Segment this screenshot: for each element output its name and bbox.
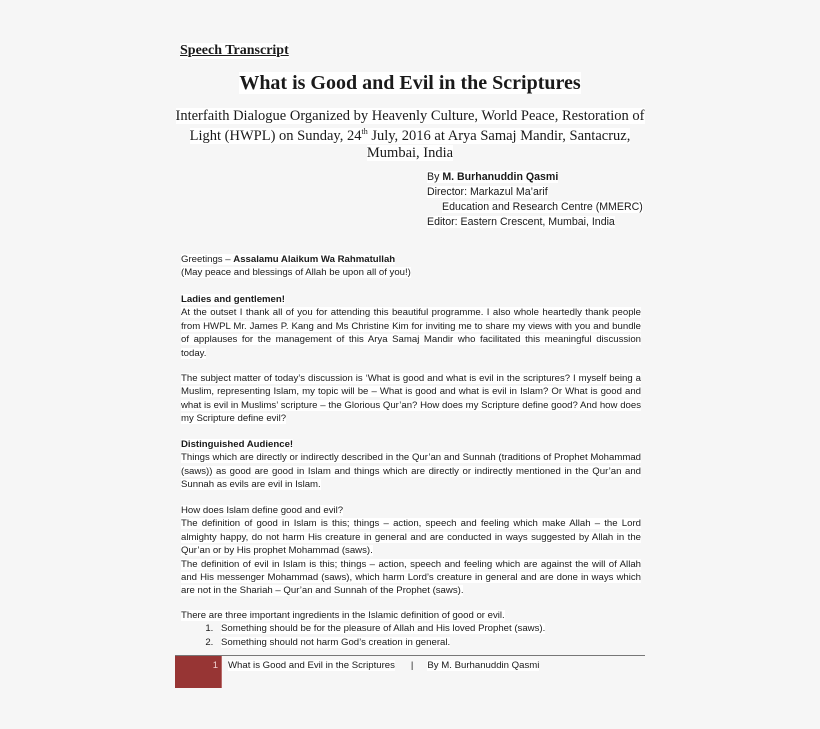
footer-text <box>228 660 539 671</box>
ingredients-list <box>181 622 641 649</box>
distinguished-paragraph: Things which are directly or indirectly described in the Qur’an and Sunnah (traditions of Prophet Mohammad (saws)) as good are good in Islam and things which are directly or indirectly mentioned in the Qur’an and Sunnah as evils are evil in Islam. <box>181 452 641 491</box>
list-item <box>216 622 641 635</box>
greetings-translation: (May peace and blessings of Allah be upon all of you!) <box>181 267 411 279</box>
subtitle-line-2-pre: Light (HWPL) on Sunday, 24 <box>189 128 362 145</box>
footer-separator: | <box>410 660 414 671</box>
title-text: What is Good and Evil in the Scriptures <box>239 72 581 94</box>
subtitle-line-1: Interfaith Dialogue Organized by Heavenly Culture, World Peace, Restoration of <box>175 108 645 124</box>
ladies-section <box>181 293 641 360</box>
list-item <box>216 636 641 649</box>
definition-question: How does Islam define good and evil? <box>181 505 344 516</box>
greetings-section <box>181 253 641 280</box>
subject-paragraph: The subject matter of today’s discussion is ‘What is good and what is evil in the scriptures? I myself being a Muslim, representing Islam, my topic will be – What is good and what is evil in Islam? Or What is good and what is evil in Muslims’ scripture – the Glorious Qur’an? How does my Scripture define good? And how does my Scripture define evil? <box>181 373 641 425</box>
document-title <box>170 72 650 95</box>
page-box-divider <box>221 656 222 688</box>
list-item-text: Something should not harm God’s creation in general. <box>221 636 451 648</box>
greetings-prefix: Greetings – <box>181 254 234 265</box>
subtitle-line-2 <box>190 128 631 144</box>
author-director: Director: Markazul Ma’arif <box>427 186 548 198</box>
ingredients-intro: There are three important ingredients in the Islamic definition of good or evil. <box>181 610 505 621</box>
distinguished-section <box>181 438 641 492</box>
author-name: M. Burhanuddin Qasmi <box>442 171 559 183</box>
ladies-paragraph: At the outset I thank all of you for attending this beautiful programme. I also whole heartedly thank people from HWPL Mr. James P. Kang and Ms Christine Kim for inviting me to share my views with you and bundle of applauses for the management of this Arya Samaj Mandir who facilitated this meaningful discussion today. <box>181 307 641 359</box>
subtitle-line-3: Mumbai, India <box>366 144 454 161</box>
page-number: 1 <box>212 660 218 671</box>
definition-evil: The definition of evil in Islam is this; things – action, speech and feeling which are against the will of Allah and His messenger Mohammad (saws), which harm Lord’s creature in general and are done in ways which are not in the Shariah – Qur’an and Sunnah of the Prophet (saws). <box>181 558 641 597</box>
distinguished-heading: Distinguished Audience! <box>181 439 294 450</box>
by-prefix: By <box>427 171 443 183</box>
list-item-text: Something should be for the pleasure of Allah and His loved Prophet (saws). <box>221 623 546 635</box>
document-subtitle <box>170 108 650 161</box>
footer-author: By M. Burhanuddin Qasmi <box>427 660 540 671</box>
subject-section <box>181 372 641 426</box>
ordinal-suffix: th <box>361 127 368 137</box>
ladies-heading: Ladies and gentlemen! <box>181 294 285 305</box>
subtitle-line-2-post: July, 2016 at Arya Samaj Mandir, Santacruz, <box>367 128 631 145</box>
definition-section <box>181 504 641 598</box>
author-byline <box>427 170 643 230</box>
greetings-salutation: Assalamu Alaikum Wa Rahmatullah <box>233 254 396 265</box>
footer-title: What is Good and Evil in the Scriptures <box>228 660 395 671</box>
page-number-box <box>175 656 222 688</box>
author-editor: Editor: Eastern Crescent, Mumbai, India <box>427 216 615 228</box>
document-label: Speech Transcript <box>180 43 289 58</box>
footer-divider <box>175 655 645 656</box>
definition-good: The definition of good in Islam is this; things – action, speech and feeling which make Allah – the Lord almighty happy, do not harm His creature in general and are conducted in ways suggested by Allah in the Qur’an or by His prophet Mohammad (saws). <box>181 518 641 557</box>
ingredients-section <box>181 609 641 649</box>
author-institution: Education and Research Centre (MMERC) <box>442 201 643 213</box>
